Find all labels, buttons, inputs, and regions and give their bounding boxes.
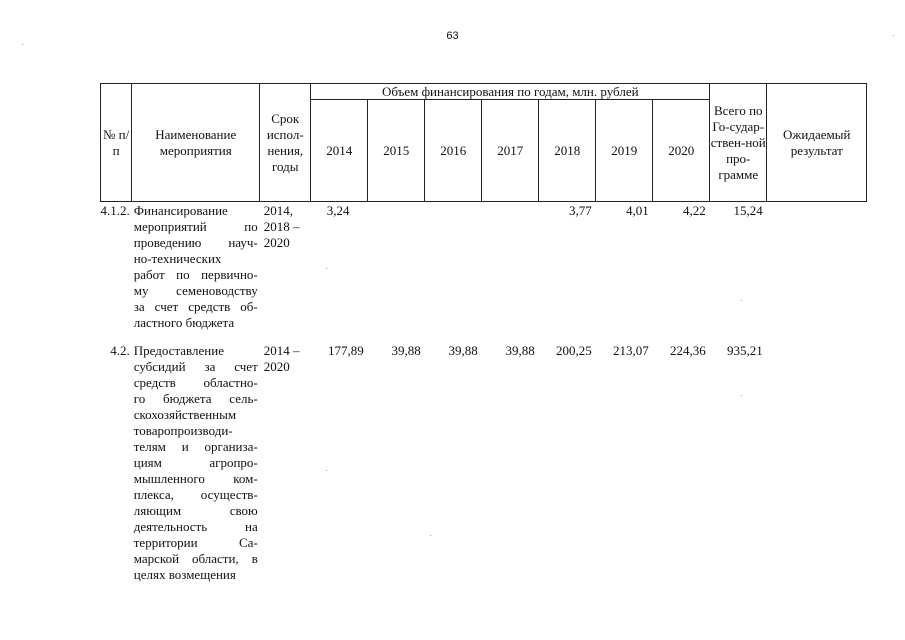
row-name-line: работ по первично-	[133, 267, 258, 282]
page-number: 63	[446, 30, 459, 42]
row-name-line: деятельность на	[133, 519, 258, 534]
row-name-line: Финансирование	[133, 203, 228, 218]
row-name-line: ластного бюджета	[133, 315, 235, 330]
table-body	[101, 202, 867, 584]
funding-table	[100, 83, 867, 583]
row-name-line: проведению науч-	[133, 235, 258, 250]
row-total: 15,24	[733, 203, 763, 218]
scan-speck	[430, 535, 431, 536]
row-value	[482, 202, 539, 332]
row-value	[368, 202, 425, 332]
header-year: 2016	[425, 100, 482, 202]
row-term-line: 2018 –	[263, 219, 300, 234]
row-value: 4,22	[683, 203, 706, 218]
scan-speck	[326, 470, 327, 471]
row-value: 3,24	[326, 203, 350, 218]
row-name-line: скохозяйственным	[133, 407, 237, 422]
row-name-line: телям и организа-	[133, 439, 258, 454]
row-term	[260, 202, 311, 332]
row-name-line: му семеноводству	[133, 283, 258, 298]
table-row	[101, 202, 867, 332]
row-value: 224,36	[670, 343, 706, 358]
row-name-line: Предоставление	[133, 343, 224, 358]
row-result	[767, 202, 867, 332]
header-year: 2019	[596, 100, 653, 202]
row-term-line: 2014,	[263, 203, 293, 218]
row-term	[260, 331, 311, 583]
header-funding-title: Объем финансирования по годам, млн. рублей	[311, 84, 710, 100]
scan-speck	[326, 268, 327, 269]
row-name-line: плекса, осуществ-	[133, 487, 258, 502]
row-name-line: циям агропро-	[133, 455, 258, 470]
row-name	[132, 331, 260, 583]
row-value: 200,25	[556, 343, 592, 358]
row-name-line: мероприятий по	[133, 219, 258, 234]
row-name-line: го бюджета сель-	[133, 391, 258, 406]
row-name-line: субсидий за счет	[133, 359, 258, 374]
row-value: 4,01	[626, 203, 649, 218]
row-value: 39,88	[391, 343, 421, 358]
row-term-line: 2014 –	[263, 343, 300, 358]
header-year: 2020	[653, 100, 710, 202]
row-result	[767, 331, 867, 583]
row-name-line: но-технических	[133, 251, 222, 266]
row-number: 4.1.2.	[100, 203, 130, 218]
row-value: 213,07	[613, 343, 649, 358]
scan-speck	[893, 35, 894, 36]
row-value: 177,89	[328, 343, 364, 358]
row-name-line: марской области, в	[133, 551, 258, 566]
row-value	[425, 202, 482, 332]
row-term-line: 2020	[263, 359, 290, 374]
header-num: № п/п	[101, 84, 132, 202]
row-value: 3,77	[569, 203, 592, 218]
row-name-line: территории Са-	[133, 535, 258, 550]
scan-speck	[741, 395, 742, 396]
header-year: 2018	[539, 100, 596, 202]
row-value: 39,88	[505, 343, 535, 358]
header-term: Срок испол-нения, годы	[260, 84, 311, 202]
header-year: 2015	[368, 100, 425, 202]
row-name-line: средств областно-	[133, 375, 258, 390]
header-year: 2014	[311, 100, 368, 202]
scan-speck	[741, 300, 742, 301]
row-name-line: целях возмещения	[133, 567, 236, 582]
header-total: Всего по Го-судар-ствен-ной про-грамме	[710, 84, 767, 202]
row-name	[132, 202, 260, 332]
header-result: Ожидаемый результат	[767, 84, 867, 202]
row-name-line: за счет средств об-	[133, 299, 258, 314]
row-name-line: товаропроизводи-	[133, 423, 233, 438]
row-name-line: ляющим свою	[133, 503, 258, 518]
header-year: 2017	[482, 100, 539, 202]
row-total: 935,21	[727, 343, 763, 358]
row-number: 4.2.	[110, 343, 130, 358]
row-value: 39,88	[448, 343, 478, 358]
header-name: Наименование мероприятия	[132, 84, 260, 202]
scan-speck	[22, 44, 23, 45]
table-row	[101, 331, 867, 583]
row-name-line: мышленного ком-	[133, 471, 258, 486]
row-term-line: 2020	[263, 235, 290, 250]
